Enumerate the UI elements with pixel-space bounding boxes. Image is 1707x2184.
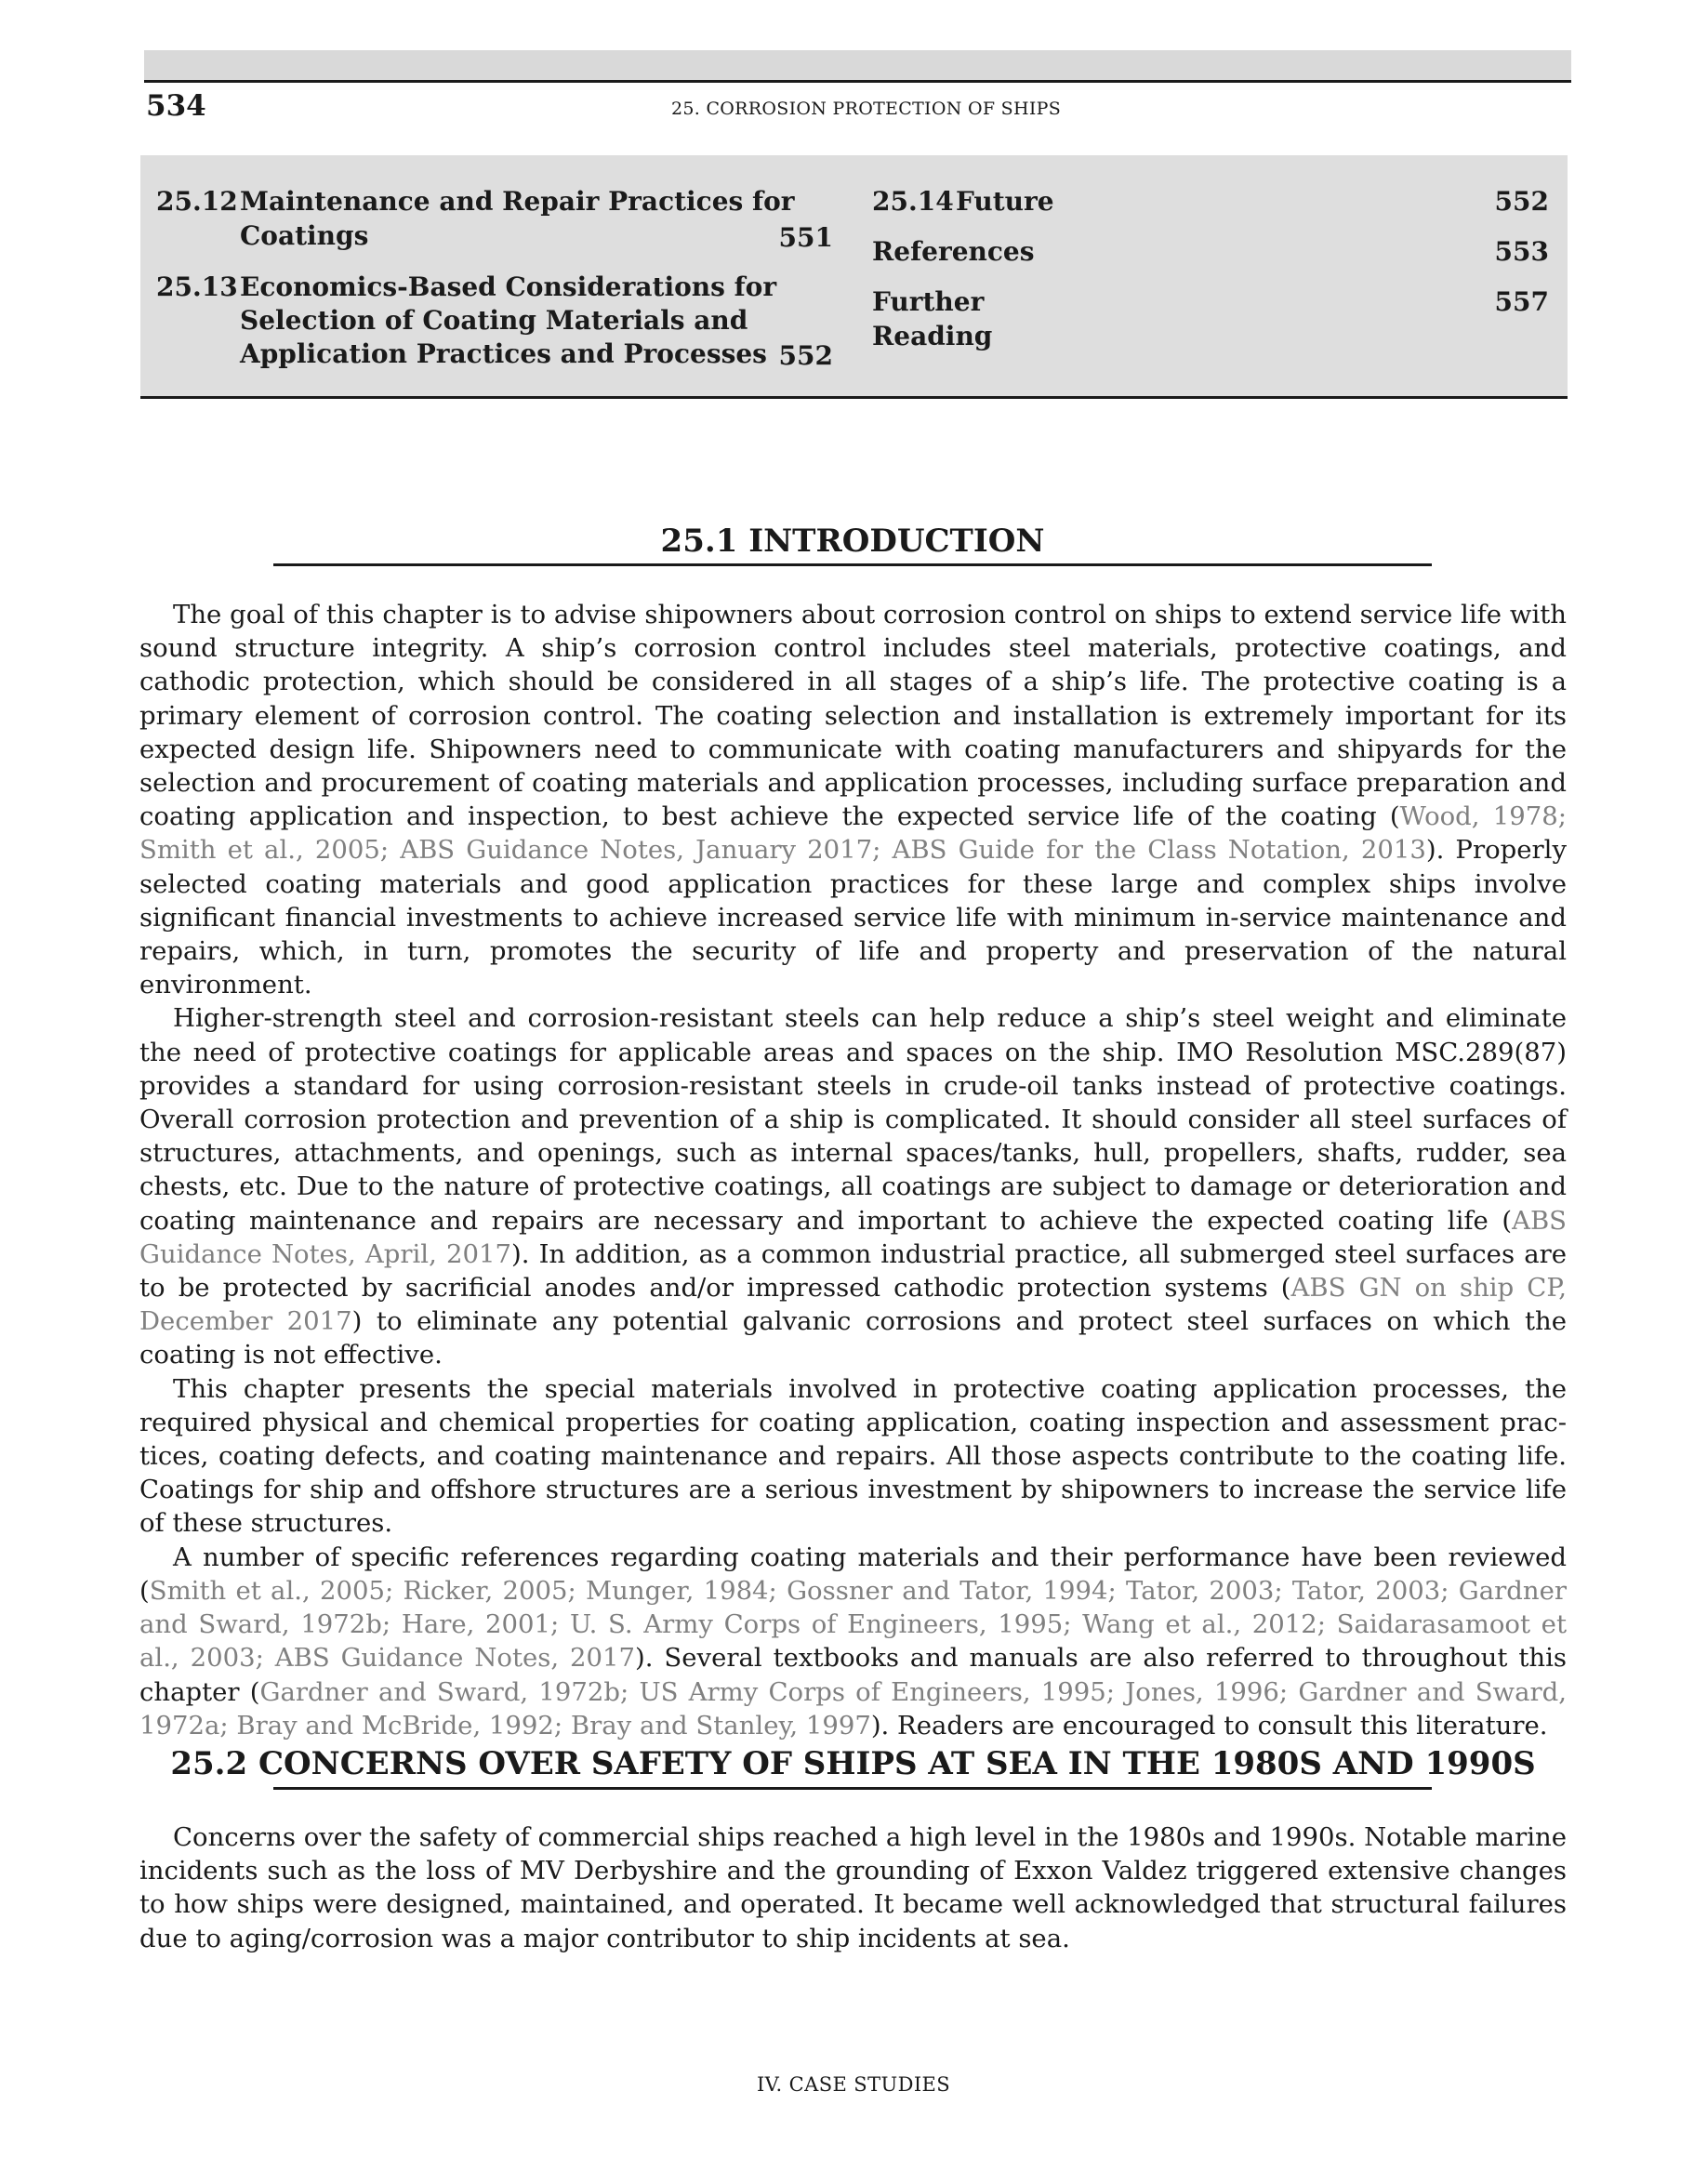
header-bar	[144, 50, 1571, 81]
toc-entry-title: Future	[956, 186, 1054, 217]
page-number: 534	[146, 89, 206, 123]
section-heading-rule	[273, 1787, 1432, 1790]
paragraph-text: ). In addition, as a common industrial practice, all submerged steel surfaces are to be protected by sacrificial anodes and/or impressed cathodic protection systems (	[139, 1238, 1568, 1304]
header-rule	[144, 80, 1571, 83]
citation-link[interactable]: Gardner and Sward, 1972b; US Army Corps of Engineers, 1995; Jones, 1996; Gardner and Sward, 1972a; Bray and McBride, 1992; Bray and Stanley, 1997	[139, 1676, 1567, 1741]
paragraph-text: Higher-strength steel and corrosion-resistant steels can help reduce a ship’s steel weight and eliminate the need of protective coatings for applicable areas and spaces on the ship. IMO Resolution MSC.289(87) provides a standard for using corrosion-resistant steels in crude-oil tanks instead of protective coatings. Overall corrosion protection and prevention of a ship is complicated. It should consider all steel surfaces of structures, attachments, and openings, such as internal spaces/tanks, hull, propellers, shafts, rudder, sea chests, etc. Due to the nature of protective coatings, all coatings are subject to damage or deterioration and coating maintenance and repairs are necessary and important to achieve the expected coating life (	[139, 1003, 1567, 1236]
running-head: 25. CORROSION PROTECTION OF SHIPS	[671, 99, 1062, 119]
section-1-body	[139, 598, 1567, 1742]
citation-link[interactable]: ABS GN on ship CP, December 2017	[139, 1273, 1567, 1337]
toc-entry-page: 552	[1494, 186, 1549, 217]
paragraph-text: ) to eliminate any potential galvanic corrosions and protect steel surfaces on which the coating is not effective.	[139, 1306, 1568, 1370]
paragraph	[139, 598, 1567, 1001]
paragraph-text: This chapter presents the special materials involved in protective coating application processes, the required physical and chemical properties for coating application, coating inspection and assessment practices, coating defects, and coating maintenance and repairs. All those aspects contribute to the coating life. Coatings for ship and offshore structures are a serious investment by shipowners to increase the service life of these structures.	[139, 1373, 1567, 1539]
toc-entry-page: 552	[778, 340, 833, 371]
paragraph	[139, 1541, 1567, 1742]
toc-entry-title-line: Application Practices and Processes	[240, 338, 767, 369]
section-heading-introduction: 25.1 INTRODUCTION	[660, 523, 1045, 560]
toc-entry-number: 25.14	[872, 186, 954, 217]
section-heading-safety-concerns: 25.2 CONCERNS OVER SAFETY OF SHIPS AT SEA IN THE 1980S AND 1990S	[170, 1745, 1536, 1782]
toc-entry-number: 25.13	[156, 271, 238, 302]
toc-entry-title-line: Coatings	[240, 220, 369, 251]
citation-link[interactable]: Wood, 1978; Smith et al., 2005; ABS Guidance Notes, January 2017; ABS Guide for the Class Notation, 2013	[139, 801, 1567, 866]
page-footer: IV. CASE STUDIES	[756, 2073, 951, 2096]
toc-entry-title: References	[872, 236, 1035, 267]
toc-entry-page: 557	[1494, 286, 1549, 317]
toc-bottom-rule	[140, 396, 1568, 399]
toc-entry-number: 25.12	[156, 186, 238, 217]
section-2-body	[139, 1820, 1567, 1955]
toc-entry-page: 551	[778, 222, 833, 253]
section-heading-rule	[273, 563, 1432, 566]
toc-entry-title-line: Maintenance and Repair Practices for	[240, 186, 795, 217]
paragraph-text: A number of specific references regarding coating materials and their performance have been reviewed (	[139, 1542, 1567, 1606]
paragraph-text: The goal of this chapter is to advise shipowners about corrosion control on ships to extend service life with sound structure integrity. A ship’s corrosion control includes steel materials, protective coatings, and cathodic protection, which should be considered in all stages of a ship’s life. The protective coating is a primary element of corrosion control. The coating selection and installation is extremely important for its expected design life. Shipowners need to communicate with coating manufacturers and shipyards for the selection and procurement of coating materials and application processes, including surface preparation and coating application and inspection, to best achieve the expected service life of the coating (	[139, 600, 1567, 832]
paragraph-text: Concerns over the safety of commercial ships reached a high level in the 1980s and 1990s. Notable marine incidents such as the loss of MV Derbyshire and the grounding of Exxon Valdez triggered extensive changes to how ships were designed, maintained, and operated. It became well acknowledged that structural failures due to aging/corrosion was a major contributor to ship incidents at sea.	[139, 1822, 1567, 1953]
toc-entry-title: Further Reading	[872, 286, 993, 351]
toc-entry-title-line: Selection of Coating Materials and	[240, 305, 748, 336]
citation-link[interactable]: ABS Guidance Notes, April, 2017	[139, 1205, 1567, 1269]
paragraph	[139, 1820, 1567, 1955]
paragraph	[139, 1372, 1567, 1541]
paragraph-text: ). Several textbooks and manuals are also referred to throughout this chapter (	[139, 1643, 1567, 1707]
citation-link[interactable]: Smith et al., 2005; Ricker, 2005; Munger, 1984; Gossner and Tator, 1994; Tator, 2003; Tator, 2003; Gardner and Sward, 1972b; Hare, 2001; U. S. Army Corps of Engineers, 1995; Wang et al., 2012; Saidarasamoot et al., 2003; ABS Guidance Notes, 2017	[139, 1575, 1567, 1674]
toc-entry-page: 553	[1494, 236, 1549, 267]
paragraph	[139, 1001, 1567, 1371]
toc-entry-title-line: Economics-Based Considerations for	[240, 271, 777, 302]
paragraph-text: ). Properly selected coating materials and good application practices for these large and complex ships involve significant financial investments to achieve increased service life with minimum in-service maintenance and repairs, which, in turn, promotes the security of life and property and preservation of the natural environment.	[139, 835, 1567, 1000]
paragraph-text: ). Readers are encouraged to consult this literature.	[870, 1710, 1548, 1741]
